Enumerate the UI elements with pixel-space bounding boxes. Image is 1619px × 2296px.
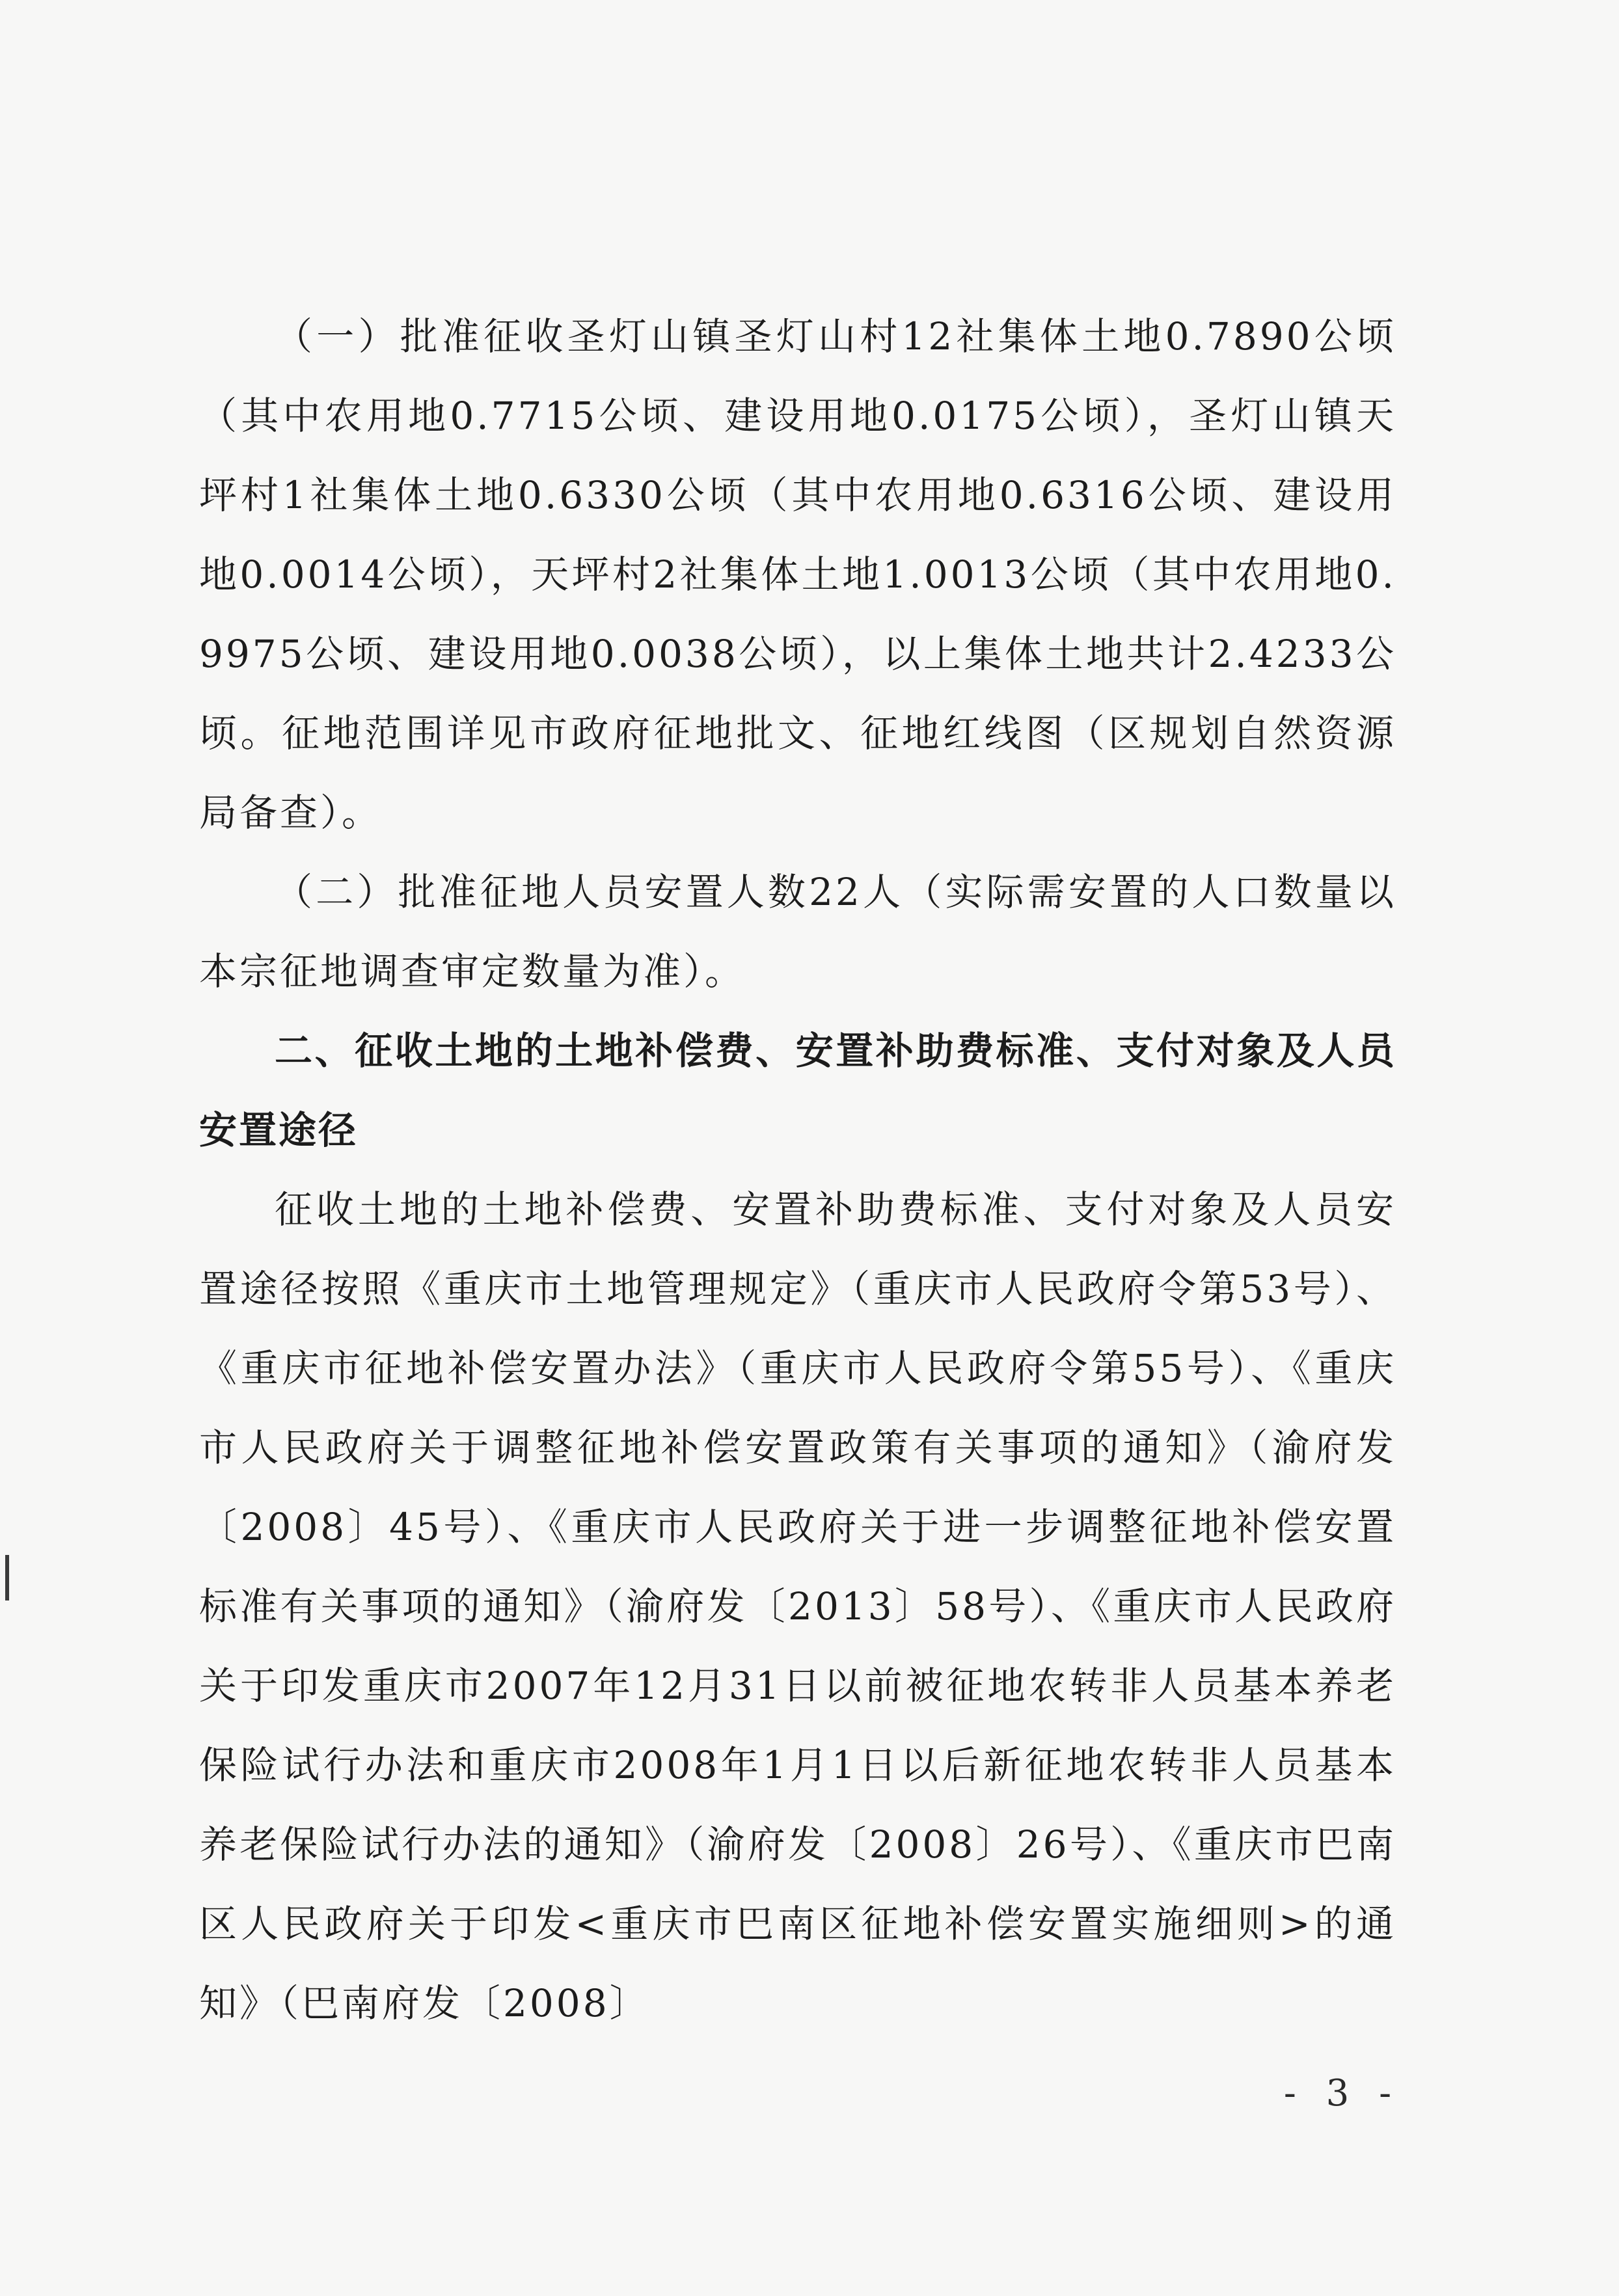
page-number: - 3 - bbox=[1283, 2072, 1400, 2114]
scan-edge-mark bbox=[5, 1555, 9, 1600]
paragraph-compensation-basis: 征收土地的土地补偿费、安置补助费标准、支付对象及人员安置途径按照《重庆市土地管理规定》（重庆市人民政府令第53号）、《重庆市征地补偿安置办法》（重庆市人民政府令第55号）、《重庆市人民政府关于调整征地补偿安置政策有关事项的通知》（渝府发〔2008〕45号）、《重庆市人民政府关于进一步调整征地补偿安置标准有关事项的通知》（渝府发〔2013〕58号）、《重庆市人民政府关于印发重庆市2007年12月31日以前被征地农转非人员基本养老保险试行办法和重庆市2008年1月1日以后新征地农转非人员基本养老保险试行办法的通知》（渝府发〔2008〕26号）、《重庆市巴南区人民政府关于印发<重庆市巴南区征地补偿安置实施细则>的通知》（巴南府发〔2008〕 bbox=[199, 1187, 1396, 2025]
section-heading-compensation: 二、征收土地的土地补偿费、安置补助费标准、支付对象及人员安置途径 bbox=[199, 1029, 1396, 1152]
paragraph-resettlement-count: （二）批准征地人员安置人数22人（实际需安置的人口数量以本宗征地调查审定数量为准）。 bbox=[199, 870, 1396, 993]
document-body bbox=[199, 297, 1396, 2043]
paragraph-land-acquisition-scope: （一）批准征收圣灯山镇圣灯山村12社集体土地0.7890公顷（其中农用地0.7715公顷、建设用地0.0175公顷），圣灯山镇天坪村1社集体土地0.6330公顷（其中农用地0.6316公顷、建设用地0.0014公顷），天坪村2社集体土地1.0013公顷（其中农用地0.9975公顷、建设用地0.0038公顷），以上集体土地共计2.4233公顷。征地范围详见市政府征地批文、征地红线图（区规划自然资源局备查）。 bbox=[199, 314, 1396, 835]
